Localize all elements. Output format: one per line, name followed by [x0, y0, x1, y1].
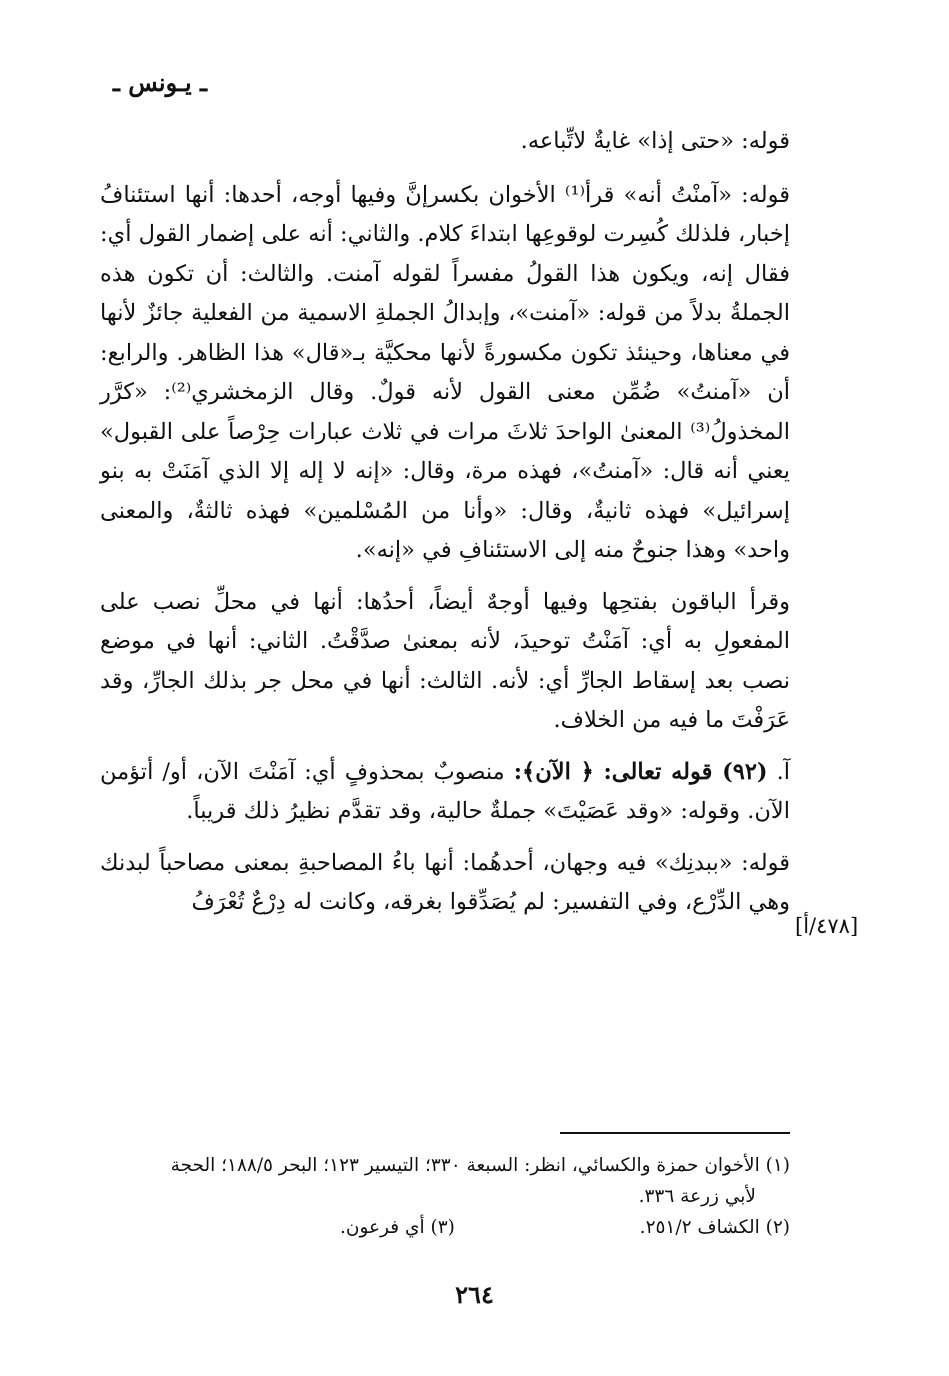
verse-heading: (٩٢) قوله تعالى: ﴿ الآن﴾: [513, 758, 768, 785]
main-text [100, 122, 790, 935]
verse-lead: آ. [767, 758, 791, 785]
page-number: ٢٦٤ [455, 1280, 494, 1309]
footnote-2: (٢) الكشاف ٢٥١/٢. [639, 1217, 790, 1238]
paragraph-2: قوله: «آمنْتُ أنه» قرأ⁽¹⁾ الأخوان بكسرإنَّ وفيها أوجه، أحدها: أنها استئنافُ إخبار، فلذلك كُسِرت لوقوعِها ابتداءَ كلام. والثاني: أنه على إضمار القول أي: فقال إنه، ويكون هذا القولُ مفسراً لقوله آمنت. والثالث: أن تكون هذه الجملةُ بدلاً من قوله: «آمنت»، وإبدالُ الجملةِ الاسمية من الفعلية جائزٌ لأنها في معناها، وحينئذ تكون مكسورةً لأنها محكيَّة بـ«قال» هذا الظاهر. والرابع: أن «آمنتُ» ضُمِّن معنى القول لأنه قولٌ. وقال الزمخشري⁽²⁾: «كرَّر المخذولُ⁽³⁾ المعنىٰ الواحدَ ثلاثَ مرات في ثلاث عبارات حِرْصاً على القبول» يعني أنه قال: «آمنتُ»، فهذه مرة، وقال: «إنه لا إله إلا الذي آمَنَتْ به بنو إسرائيل» فهذه ثانيةٌ، وقال: «وأنا من المُسْلمين» فهذه ثالثةٌ، والمعنى واحد» وهذا جنوحٌ منه إلى الاستئنافِ في «إنه». [100, 181, 790, 563]
manuscript-folio-marker: [٤٧٨/أ] [795, 914, 859, 938]
footnote-row-2 [100, 1212, 790, 1243]
paragraph-5: قوله: «ببدنِك» فيه وجهان، أحدهُما: أنها باءُ المصاحبةِ بمعنى مصاحباً لبدنك وهي الدِّرْع، وفي التفسير: لم يُصَدِّقوا بغرقه، وكانت له دِرْعٌ تُعْرَفُ [100, 849, 790, 915]
paragraph-3: وقرأ الباقون بفتحِها وفيها أوجهٌ أيضاً، أحدُها: أنها في محلِّ نصب على المفعولِ به أي: آمَنْتُ توحيدَ، لأنه بمعنىٰ صدَّقْتُ. الثاني: أنها في موضع نصب بعد إسقاط الجارِّ أي: لأنه. الثالث: أنها في محل جر بذلك الجارِّ، وقد عَرَفْتَ ما فيه من الخلاف. [100, 588, 790, 733]
verse-paragraph [100, 753, 790, 832]
footnote-1: (١) الأخوان حمزة والكسائي، انظر: السبعة ٣٣٠؛ التيسير ١٢٣؛ البحر ١٨٨/٥؛ الحجة [170, 1155, 790, 1176]
verse-rest: منصوبٌ بمحذوفٍ أي: آمَنْتَ [248, 758, 514, 785]
footnote-divider [560, 1132, 790, 1134]
footnote-3: (٣) أي فرعون. [340, 1217, 455, 1238]
footnote-1-continuation: لأبي زرعة ٣٣٦. [638, 1186, 756, 1207]
footnotes [100, 1150, 790, 1243]
verse-continuation: الآن، أو/ أتؤمن الآن. وقوله: «وقد عَصَيْتَ» جملةٌ حالية، وقد تقدَّم نظيرُ ذلك قريباً. [100, 758, 790, 824]
paragraph-1: قوله: «حتى إذا» غايةٌ لاتِّباعه. [520, 128, 790, 154]
running-header: ـ يـونس ـ [112, 68, 208, 97]
